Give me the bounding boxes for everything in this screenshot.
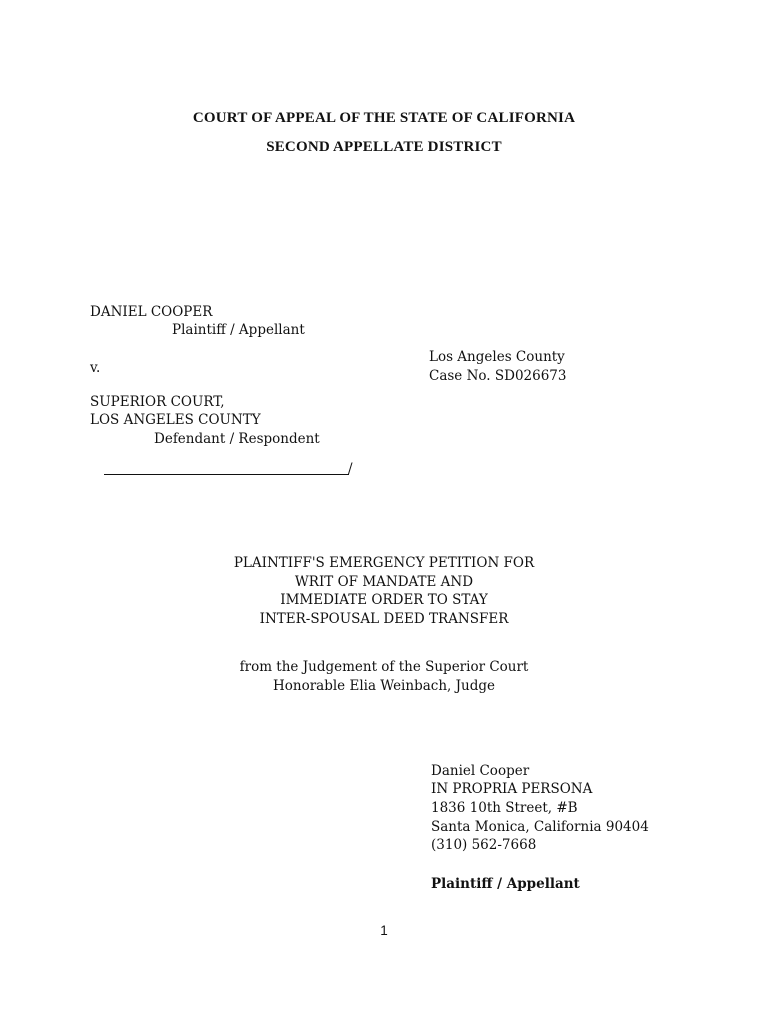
- county-label: Los Angeles County: [429, 349, 565, 365]
- defendant-name-line1: SUPERIOR COURT,: [90, 394, 225, 410]
- signer-phone: (310) 562-7668: [431, 837, 537, 853]
- signer-name: Daniel Cooper: [431, 763, 530, 779]
- case-number: Case No. SD026673: [429, 368, 567, 384]
- title-line-2: WRIT OF MANDATE AND: [294, 573, 474, 590]
- signer-role: Plaintiff / Appellant: [431, 876, 580, 892]
- defendant-role: Defendant / Respondent: [154, 431, 320, 447]
- district-title: SECOND APPELLATE DISTRICT: [266, 139, 502, 155]
- title-line-4: INTER-SPOUSAL DEED TRANSFER: [259, 610, 509, 627]
- page-number: 1: [380, 923, 388, 938]
- title-line-3: IMMEDIATE ORDER TO STAY: [280, 592, 488, 608]
- versus-label: v.: [90, 360, 101, 376]
- plaintiff-role: Plaintiff / Appellant: [172, 322, 305, 338]
- from-line-1: from the Judgement of the Superior Court: [239, 659, 529, 675]
- caption-rule: [104, 474, 349, 475]
- court-title: COURT OF APPEAL OF THE STATE OF CALIFORNIA: [192, 110, 576, 126]
- from-line-2: Honorable Elia Weinbach, Judge: [273, 677, 495, 694]
- signer-city: Santa Monica, California 90404: [431, 819, 649, 835]
- defendant-name-line2: LOS ANGELES COUNTY: [90, 412, 261, 428]
- title-line-1: PLAINTIFF'S EMERGENCY PETITION FOR: [233, 555, 535, 571]
- caption-rule-slash: /: [348, 461, 353, 477]
- judgement-source: [0, 658, 768, 695]
- signer-street: 1836 10th Street, #B: [431, 800, 578, 816]
- signer-capacity: IN PROPRIA PERSONA: [431, 781, 593, 797]
- plaintiff-name: DANIEL COOPER: [90, 304, 213, 320]
- document-title: [0, 554, 768, 628]
